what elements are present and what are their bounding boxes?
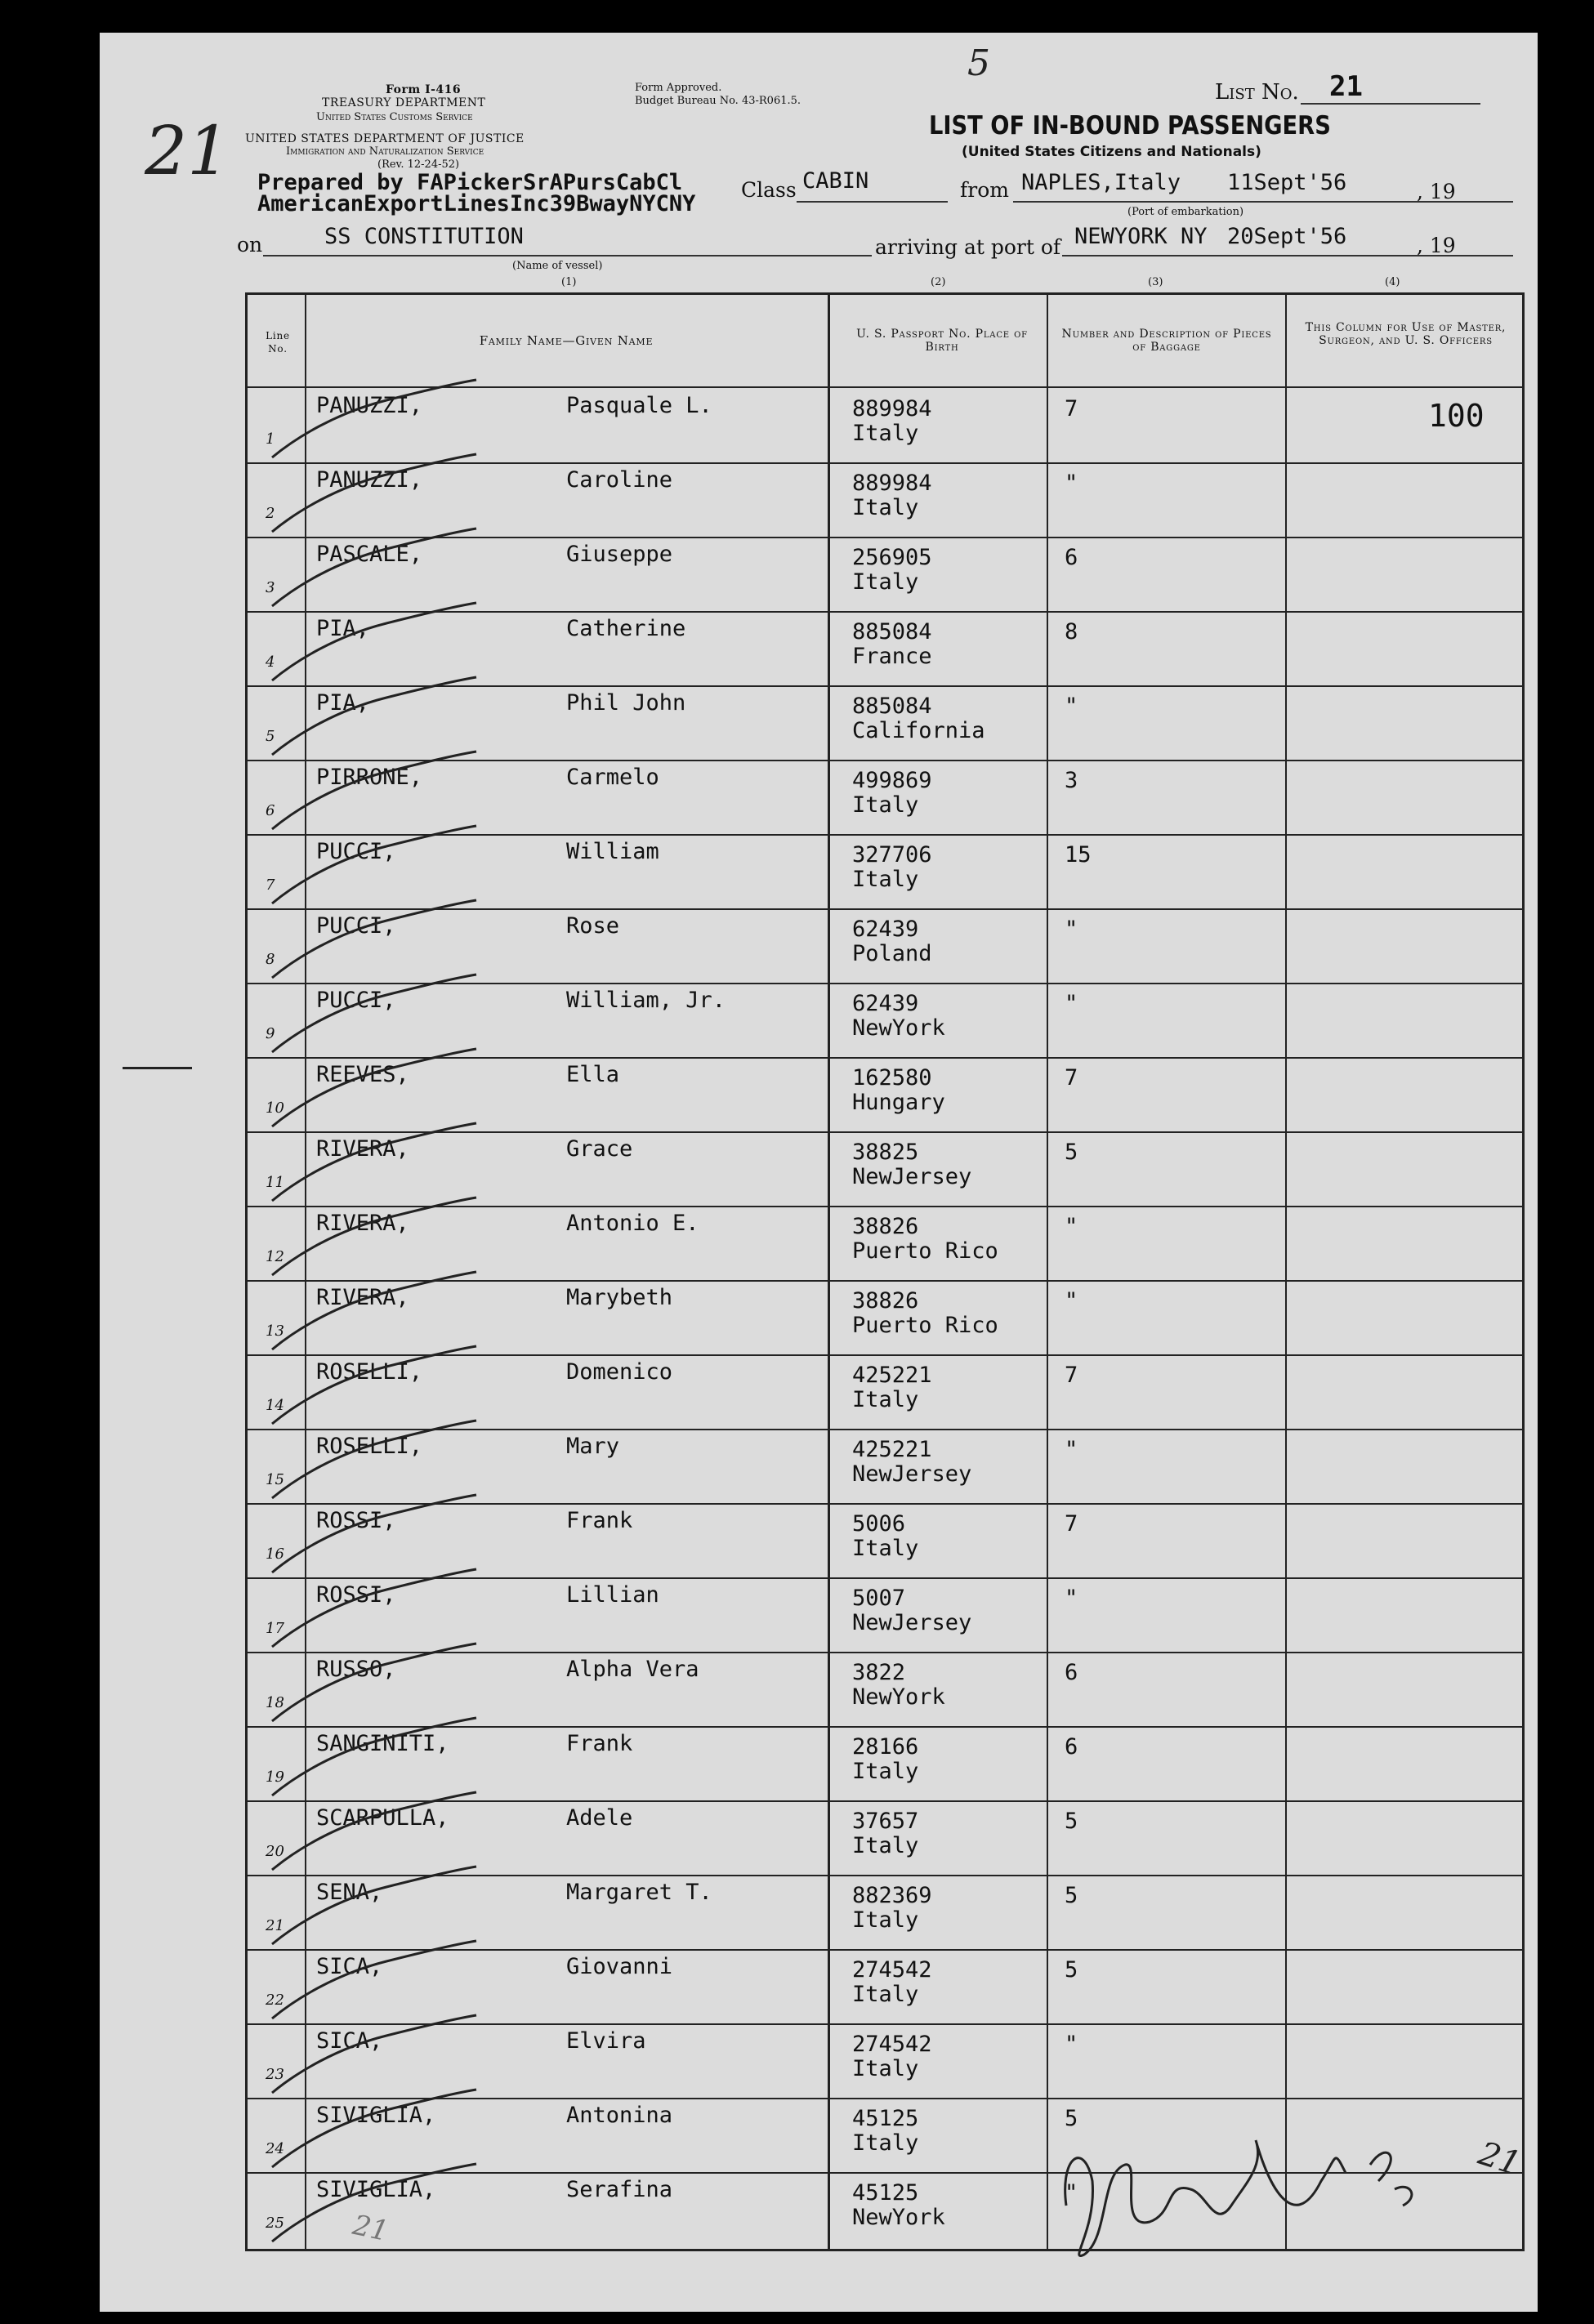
family-name: ROSSI, — [316, 1508, 396, 1533]
class-value: CABIN — [802, 168, 869, 194]
place-of-birth: Hungary — [852, 1090, 945, 1115]
line-number: 23 — [266, 2066, 284, 2083]
passport-number: 425221 — [852, 1363, 932, 1388]
family-name: RIVERA, — [316, 1136, 409, 1162]
given-name: Alpha Vera — [566, 1657, 699, 1682]
from-label: from — [960, 178, 1009, 202]
passport-number: 38826 — [852, 1288, 919, 1314]
passenger-table — [245, 292, 1525, 2251]
table-row — [248, 1206, 1522, 1280]
column-number-3: (3) — [1148, 276, 1163, 288]
place-of-birth: Italy — [852, 2056, 919, 2081]
place-of-birth: Italy — [852, 792, 919, 818]
given-name: Pasquale L. — [566, 393, 712, 418]
class-underline — [797, 201, 948, 203]
column-number-2: (2) — [931, 276, 946, 288]
passport-number: 256905 — [852, 545, 932, 570]
passport-number: 885084 — [852, 694, 932, 719]
passport-number: 162580 — [852, 1065, 932, 1091]
line-number: 11 — [266, 1174, 284, 1191]
column-header-baggage: Number and Description of Pieces of Baggage — [1061, 328, 1272, 354]
table-row — [248, 1131, 1522, 1206]
baggage-count: 5 — [1065, 1957, 1078, 1983]
family-name: ROSSI, — [316, 1582, 396, 1608]
table-row — [248, 834, 1522, 908]
form-number: Form I-416 — [386, 83, 462, 96]
baggage-count: 6 — [1065, 1660, 1078, 1685]
table-row — [248, 2023, 1522, 2098]
place-of-birth: Poland — [852, 941, 932, 966]
line-number: 18 — [266, 1694, 284, 1711]
given-name: Ella — [566, 1062, 620, 1087]
table-row — [248, 537, 1522, 611]
line-number: 16 — [266, 1546, 284, 1563]
vessel-label: (Name of vessel) — [512, 260, 603, 272]
baggage-count: 5 — [1065, 2106, 1078, 2131]
family-name: PANUZZI, — [316, 467, 423, 493]
column-header-officers: This Column for Use of Master, Surgeon, and U. S. Officers — [1305, 321, 1507, 347]
table-row — [248, 1280, 1522, 1354]
given-name: Margaret T. — [566, 1880, 712, 1905]
line-number: 20 — [266, 1843, 284, 1860]
passport-number: 885084 — [852, 619, 932, 645]
given-name: Domenico — [566, 1359, 673, 1385]
table-row — [248, 388, 1522, 462]
baggage-count: 6 — [1065, 1734, 1078, 1760]
bottom-left-number: 21 — [350, 2208, 391, 2249]
line-number: 8 — [266, 951, 275, 968]
family-name: PIA, — [316, 690, 370, 716]
given-name: Carmelo — [566, 765, 659, 790]
line-number: 12 — [266, 1248, 284, 1265]
place-of-birth: Italy — [852, 1982, 919, 2007]
family-name: RIVERA, — [316, 1285, 409, 1310]
table-row — [248, 1057, 1522, 1131]
given-name: William — [566, 839, 659, 864]
given-name: Antonina — [566, 2103, 673, 2128]
passport-number: 45125 — [852, 2180, 919, 2206]
baggage-count: " — [1065, 991, 1078, 1016]
family-name: RUSSO, — [316, 1657, 396, 1682]
vessel-name: SS CONSTITUTION — [324, 224, 524, 249]
line-number: 19 — [266, 1769, 284, 1786]
family-name: ROSELLI, — [316, 1359, 423, 1385]
officer-value: 100 — [1428, 398, 1485, 434]
family-name: PUCCI, — [316, 988, 396, 1013]
line-number: 22 — [266, 1992, 284, 2009]
line-number: 4 — [266, 653, 275, 671]
budget-bureau: Budget Bureau No. 43-R061.5. — [635, 95, 801, 107]
baggage-count: 5 — [1065, 1883, 1078, 1908]
passport-number: 882369 — [852, 1883, 932, 1908]
place-of-birth: Italy — [852, 2130, 919, 2156]
line-number: 2 — [266, 505, 275, 522]
port-embarkation-label: (Port of embarkation) — [1127, 206, 1244, 218]
line-number: 5 — [266, 728, 275, 745]
immigration-service: Immigration and Naturalization Service — [286, 145, 484, 158]
column-number-4: (4) — [1385, 276, 1400, 288]
place-of-birth: Puerto Rico — [852, 1313, 998, 1338]
column-header-passport: U. S. Passport No. Place of Birth — [856, 328, 1028, 354]
year-suffix-1: , 19 — [1417, 180, 1456, 203]
place-of-birth: Italy — [852, 495, 919, 520]
given-name: Giovanni — [566, 1954, 673, 1979]
baggage-count: 7 — [1065, 396, 1078, 422]
passport-number: 38826 — [852, 1214, 919, 1239]
line-number: 15 — [266, 1471, 284, 1488]
baggage-count: " — [1065, 694, 1078, 719]
passport-number: 889984 — [852, 396, 932, 422]
list-number: 21 — [1329, 70, 1363, 103]
given-name: Rose — [566, 913, 620, 939]
baggage-count: " — [1065, 1586, 1078, 1611]
passport-number: 62439 — [852, 991, 919, 1016]
line-number: 9 — [266, 1025, 275, 1042]
baggage-count: " — [1065, 1214, 1078, 1239]
given-name: William, Jr. — [566, 988, 726, 1013]
bottom-right-number: 21 — [1474, 2134, 1525, 2183]
passport-number: 3822 — [852, 1660, 906, 1685]
place-of-birth: NewYork — [852, 1684, 945, 1710]
left-margin-dash — [123, 1067, 192, 1069]
line-number: 10 — [266, 1100, 284, 1117]
place-of-birth: Italy — [852, 1387, 919, 1412]
passenger-manifest-sheet — [100, 33, 1538, 2312]
baggage-count: 15 — [1065, 842, 1092, 868]
passport-number: 889984 — [852, 471, 932, 496]
family-name: REEVES, — [316, 1062, 409, 1087]
baggage-count: 7 — [1065, 1511, 1078, 1537]
baggage-count: " — [1065, 1288, 1078, 1314]
passport-number: 499869 — [852, 768, 932, 793]
line-number: 1 — [266, 430, 275, 448]
treasury-department: TREASURY DEPARTMENT — [322, 96, 486, 109]
list-number-underline — [1301, 103, 1480, 105]
passport-number: 327706 — [852, 842, 932, 868]
passport-number: 274542 — [852, 2032, 932, 2057]
left-margin-number: 21 — [145, 113, 230, 190]
line-number: 7 — [266, 877, 275, 894]
table-row — [248, 1949, 1522, 2023]
given-name: Serafina — [566, 2177, 673, 2202]
baggage-count: 7 — [1065, 1363, 1078, 1388]
table-row — [248, 983, 1522, 1057]
table-row — [248, 1875, 1522, 1949]
family-name: PIA, — [316, 616, 370, 641]
signature-scribble — [1052, 2108, 1476, 2271]
customs-service: United States Customs Service — [316, 111, 473, 123]
given-name: Grace — [566, 1136, 633, 1162]
column-header-name: Family Name—Given Name — [479, 333, 654, 348]
family-name: SIVIGLIA, — [316, 2177, 436, 2202]
prepared-by-line2: AmericanExportLinesInc39BwayNYCNY — [257, 191, 696, 216]
given-name: Mary — [566, 1434, 620, 1459]
place-of-birth: Puerto Rico — [852, 1238, 998, 1264]
given-name: Elvira — [566, 2028, 646, 2054]
page-mark: 5 — [967, 42, 990, 84]
place-of-birth: California — [852, 718, 985, 743]
column-header-line-no: Line No. — [266, 330, 290, 355]
passport-number: 28166 — [852, 1734, 919, 1760]
table-row — [248, 1577, 1522, 1652]
year-suffix-2: , 19 — [1417, 234, 1456, 257]
baggage-count: " — [1065, 917, 1078, 942]
table-row — [248, 1726, 1522, 1800]
line-number: 6 — [266, 802, 275, 819]
place-of-birth: NewJersey — [852, 1164, 972, 1189]
arrival-port: NEWYORK NY — [1074, 224, 1208, 249]
table-row — [248, 611, 1522, 685]
place-of-birth: Italy — [852, 1833, 919, 1858]
table-row — [248, 1503, 1522, 1577]
arrival-date: 20Sept'56 — [1227, 224, 1347, 249]
class-label: Class — [741, 178, 797, 202]
family-name: PASCALE, — [316, 542, 423, 567]
passport-number: 5007 — [852, 1586, 906, 1611]
line-number: 21 — [266, 1917, 284, 1934]
table-row — [248, 908, 1522, 983]
passport-number: 425221 — [852, 1437, 932, 1462]
baggage-count: 8 — [1065, 619, 1078, 645]
baggage-count: " — [1065, 471, 1078, 496]
given-name: Catherine — [566, 616, 686, 641]
table-row — [248, 1800, 1522, 1875]
column-number-1: (1) — [561, 276, 577, 288]
passport-number: 45125 — [852, 2106, 919, 2131]
passport-number: 274542 — [852, 1957, 932, 1983]
place-of-birth: Italy — [852, 421, 919, 446]
form-approved: Form Approved. — [635, 82, 722, 94]
line-number: 14 — [266, 1397, 284, 1414]
table-row — [248, 685, 1522, 760]
place-of-birth: NewJersey — [852, 1610, 972, 1635]
arriving-label: arriving at port of — [872, 235, 1060, 259]
from-port: NAPLES,Italy — [1021, 170, 1181, 195]
place-of-birth: Italy — [852, 1536, 919, 1561]
family-name: PUCCI, — [316, 839, 396, 864]
page-title: LIST OF IN-BOUND PASSENGERS — [929, 111, 1331, 141]
family-name: ROSELLI, — [316, 1434, 423, 1459]
given-name: Adele — [566, 1805, 633, 1831]
justice-department: UNITED STATES DEPARTMENT OF JUSTICE — [245, 132, 525, 145]
place-of-birth: Italy — [852, 1759, 919, 1784]
family-name: SICA, — [316, 2028, 383, 2054]
passport-number: 5006 — [852, 1511, 906, 1537]
place-of-birth: Italy — [852, 1907, 919, 1933]
from-date: 11Sept'56 — [1227, 170, 1347, 195]
table-row — [248, 1429, 1522, 1503]
table-row — [248, 760, 1522, 834]
baggage-count: " — [1065, 2032, 1078, 2057]
family-name: RIVERA, — [316, 1211, 409, 1236]
prepared-by-line1: Prepared by FAPickerSrAPursCabCl — [257, 170, 683, 195]
given-name: Lillian — [566, 1582, 659, 1608]
place-of-birth: NewYork — [852, 1015, 945, 1041]
family-name: SENA, — [316, 1880, 383, 1905]
list-number-label: List No. — [1215, 80, 1299, 105]
baggage-count: 6 — [1065, 545, 1078, 570]
baggage-count: 5 — [1065, 1809, 1078, 1834]
passport-number: 37657 — [852, 1809, 919, 1834]
baggage-count: 5 — [1065, 1140, 1078, 1165]
table-row — [248, 1652, 1522, 1726]
line-number: 25 — [266, 2215, 284, 2232]
given-name: Frank — [566, 1508, 633, 1533]
vessel-underline — [263, 255, 966, 256]
place-of-birth: Italy — [852, 867, 919, 892]
on-label: on — [237, 233, 263, 256]
passport-number: 62439 — [852, 917, 919, 942]
line-number: 17 — [266, 1620, 284, 1637]
revision-date: (Rev. 12-24-52) — [377, 158, 460, 171]
line-number: 3 — [266, 579, 275, 596]
line-number: 13 — [266, 1323, 284, 1340]
page-subtitle: (United States Citizens and Nationals) — [962, 144, 1261, 160]
table-row — [248, 1354, 1522, 1429]
place-of-birth: NewYork — [852, 2205, 945, 2230]
baggage-count: 7 — [1065, 1065, 1078, 1091]
baggage-count: " — [1065, 2180, 1078, 2206]
table-row — [248, 462, 1522, 537]
family-name: SICA, — [316, 1954, 383, 1979]
family-name: SIVIGLIA, — [316, 2103, 436, 2128]
family-name: PIRRONE, — [316, 765, 423, 790]
place-of-birth: NewJersey — [852, 1461, 972, 1487]
given-name: Frank — [566, 1731, 633, 1756]
given-name: Giuseppe — [566, 542, 673, 567]
family-name: PUCCI, — [316, 913, 396, 939]
given-name: Phil John — [566, 690, 686, 716]
family-name: PANUZZI, — [316, 393, 423, 418]
given-name: Antonio E. — [566, 1211, 699, 1236]
passport-number: 38825 — [852, 1140, 919, 1165]
given-name: Caroline — [566, 467, 673, 493]
place-of-birth: France — [852, 644, 932, 669]
baggage-count: 3 — [1065, 768, 1078, 793]
place-of-birth: Italy — [852, 569, 919, 595]
line-number: 24 — [266, 2140, 284, 2157]
given-name: Marybeth — [566, 1285, 673, 1310]
family-name: SCARPULLA, — [316, 1805, 449, 1831]
family-name: SANGINITI, — [316, 1731, 449, 1756]
baggage-count: " — [1065, 1437, 1078, 1462]
